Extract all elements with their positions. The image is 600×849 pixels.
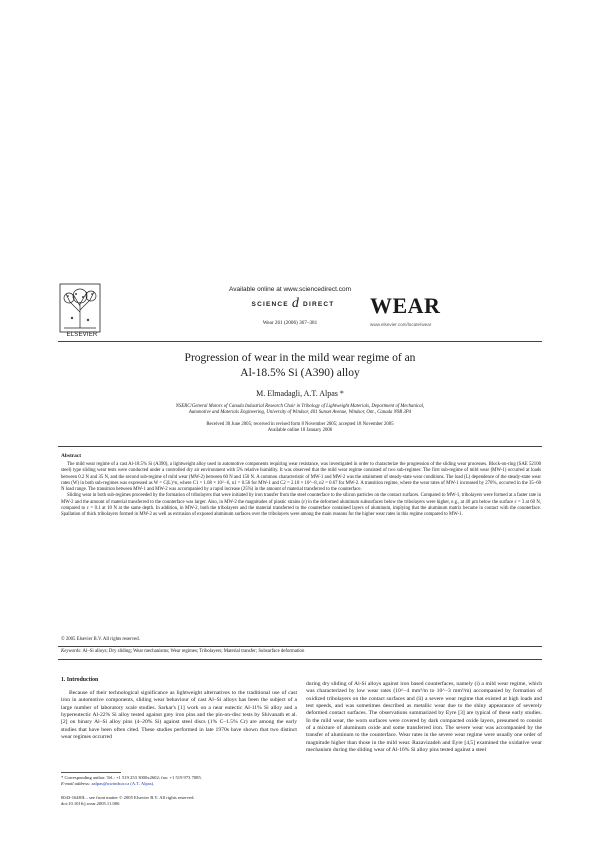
- received-line-1: Received 30 June 2005; received in revised form 8 November 2005; accepted 18 November 2005: [206, 422, 394, 427]
- title-line-1: Progression of wear in the mild wear regime of an: [184, 352, 416, 364]
- right-column: [306, 681, 542, 754]
- footnote-email-line: [61, 781, 297, 787]
- affiliation-line-2: Automotive and Materials Engineering, University of Windsor, 401 Sunset Avenue, Windsor, Ont., Canada N9B 3P4: [188, 410, 412, 416]
- available-online-text: Available online at www.sciencedirect.com: [229, 286, 351, 293]
- journal-name: WEAR: [370, 293, 441, 318]
- footnote-email-link[interactable]: aalpas@uwindsor.ca (A.T. Alpas).: [91, 781, 155, 786]
- corresponding-author-footnote: [61, 775, 297, 787]
- article-title: [100, 351, 500, 380]
- keywords: [61, 649, 541, 654]
- affiliation-line-1: NSERC/General Motors of Canada Industrial Research Chair in Tribology of Lightweight Materials, Department of Mechanical,: [175, 404, 425, 409]
- elsevier-logo-icon: [58, 282, 102, 334]
- keywords-list: Al–Si alloys; Dry sliding; Wear mechanisms; Wear regimes; Tribolayers; Material transfer; Subsurface deformation: [82, 649, 305, 654]
- received-dates: [80, 422, 520, 435]
- keywords-divider: [58, 659, 542, 660]
- abstract-paragraph-1: The mild wear regime of a cast Al-18.5% Si (A390), a lightweight alloy used in automotive components requiring wear resistance, was investigated in order to characterize the progression of the sliding wear processes. Block-on-ring (SAE 52100 steel) type sliding wear tests were conducted under a controlled dry air environment with 5% relative humidity. It was observed that the mild wear regime consisted of two sub-regimes: The first sub-regime of mild wear (MW-1) occurred at loads between 0.2 N and 35 N, and the second sub-regime of mild wear (MW-2) between 60 N and 150 N. A common characteristic of MW-1 and MW-2 was the attainment of steady-state wear conditions. The load (L) dependence of the steady-state wear rates (W) in both sub-regimes was expressed as W = C(L)^n, where C1 = 1.08 × 10^−6, n1 = 0.56 for MW-1 and C2 = 2.18 × 10^−8, n2 = 0.67 for MW-2. A transition regime, where the wear rates of MW-1 increased by 270%, occurred in the 35–60 N load range. The transition between MW-1 and MW-2 was accompanied by a rapid increase (25%) in the amount of material transferred to the counterface.: [61, 462, 541, 493]
- received-line-2: Available online 18 January 2006: [267, 428, 333, 434]
- title-line-2: Al-18.5% Si (A390) alloy: [240, 366, 360, 379]
- footnote-contact: * Corresponding author. Tel.: +1 519 253 3000x2602; fax: +1 519 973 7085.: [61, 775, 202, 780]
- sciencedirect-logo: [213, 296, 373, 312]
- abstract-heading: Abstract: [61, 453, 82, 459]
- publisher-name: ELSEVIER: [66, 332, 98, 338]
- affiliation: [80, 404, 520, 417]
- right-column-paragraph: during dry sliding of Al-Si alloys against iron based counterfaces, namely (i) a mild wear regime, which was characterized by low wear rates (10^−4 mm³/m to 10^−3 mm³/m) accompanied by formation of oxidized tribolayers on the contact surfaces and (ii) a severe wear regime that existed at high loads and test speeds, and was sometimes described as metallic wear due to the shiny appearance of severely deformed contact surfaces. The observations summarized by Eyre [3] are typical of these early studies. In the mild wear, the worn surfaces were covered by dark compacted oxide layers, presumed to consist of a mixture of aluminum oxide and some transferred iron. The severe wear was accompanied by the transfer of aluminum to the counterface. Wear rates in the severe wear regime were usually one order of magnitude higher than those in the mild wear. Razavizadeh and Eyre [4,5] examined the oxidative wear mechanism during the sliding wear of Al-16% Si alloy pins tested against a steel: [306, 681, 542, 754]
- footnote-email-label: E-mail address:: [61, 781, 91, 786]
- authors: M. Elmadagli, A.T. Alpas *: [256, 389, 344, 398]
- header-divider: [58, 341, 542, 342]
- issn-line: 0043-1648/$ – see front matter © 2005 Elsevier B.V. All rights reserved.: [61, 795, 195, 800]
- journal-url: www.elsevier.com/locate/wear: [370, 322, 432, 327]
- abstract-paragraph-2: Sliding wear in both sub-regimes proceeded by the formation of tribolayers that were initiated by iron transfer from the steel counterface to the silicon particles on the contact surfaces. Compared to MW-1, tribolayers were formed at a faster rate in MW-2 and the amount of material transferred to the counterface was larger. Also, in MW-2 the magnitudes of plastic strains (ε) in the deformed aluminum subsurfaces below the tribolayers were higher, e.g., at 40 µm below the surface ε = 3 at 60 N, compared to ε = 0.1 at 10 N at the same depth. In addition, in MW-2, both the tribolayers and the material transferred to the counterface contained layers of aluminum, implying that the aluminum matrix became in contact with the counterface. Spallation of thick tribolayers formed in MW-2 as well as extrusion of exposed aluminum surfaces over the tribolayers were among the main reasons for the higher wear rates in this regime compared to MW-1.: [61, 493, 541, 518]
- left-column: [61, 690, 297, 741]
- sciencedirect-left: SCIENCE: [251, 300, 289, 308]
- left-column-paragraph: Because of their technological significance as lightweight alternatives to the traditional use of cast iron in automotive components, sliding wear behaviour of cast Al–Si alloys has been the subject of a large number of laboratory scale studies. Sarkar's [1] work on a near eutectic Al-11% Si alloy and a hypereutectic Al-22% Si alloy tested against grey iron pins and the pin-on-disc tests by Shivanath et al. [2] on binary Al–Si alloy pins (4–20% Si) against steel discs (1% C–1.5% Cr) are among the early studies that have been often cited. These studies performed in late 1970s have shown that two distinct wear regimes occurred: [61, 690, 297, 741]
- journal-reference: Wear 261 (2006) 367–381: [262, 320, 318, 326]
- issn-doi: [61, 795, 297, 807]
- keywords-label: Keywords:: [61, 649, 82, 654]
- sciencedirect-mark-icon: d: [291, 296, 301, 311]
- abstract-body: [61, 462, 541, 519]
- abstract-divider: [58, 646, 542, 647]
- doi-line[interactable]: doi:10.1016/j.wear.2005.11.006: [61, 801, 120, 806]
- footnote-divider: [61, 772, 121, 773]
- title-divider: [58, 446, 542, 447]
- section-heading-introduction: 1. Introduction: [61, 677, 99, 683]
- copyright-notice: © 2005 Elsevier B.V. All rights reserved.: [61, 637, 140, 642]
- sciencedirect-right: DIRECT: [303, 300, 335, 308]
